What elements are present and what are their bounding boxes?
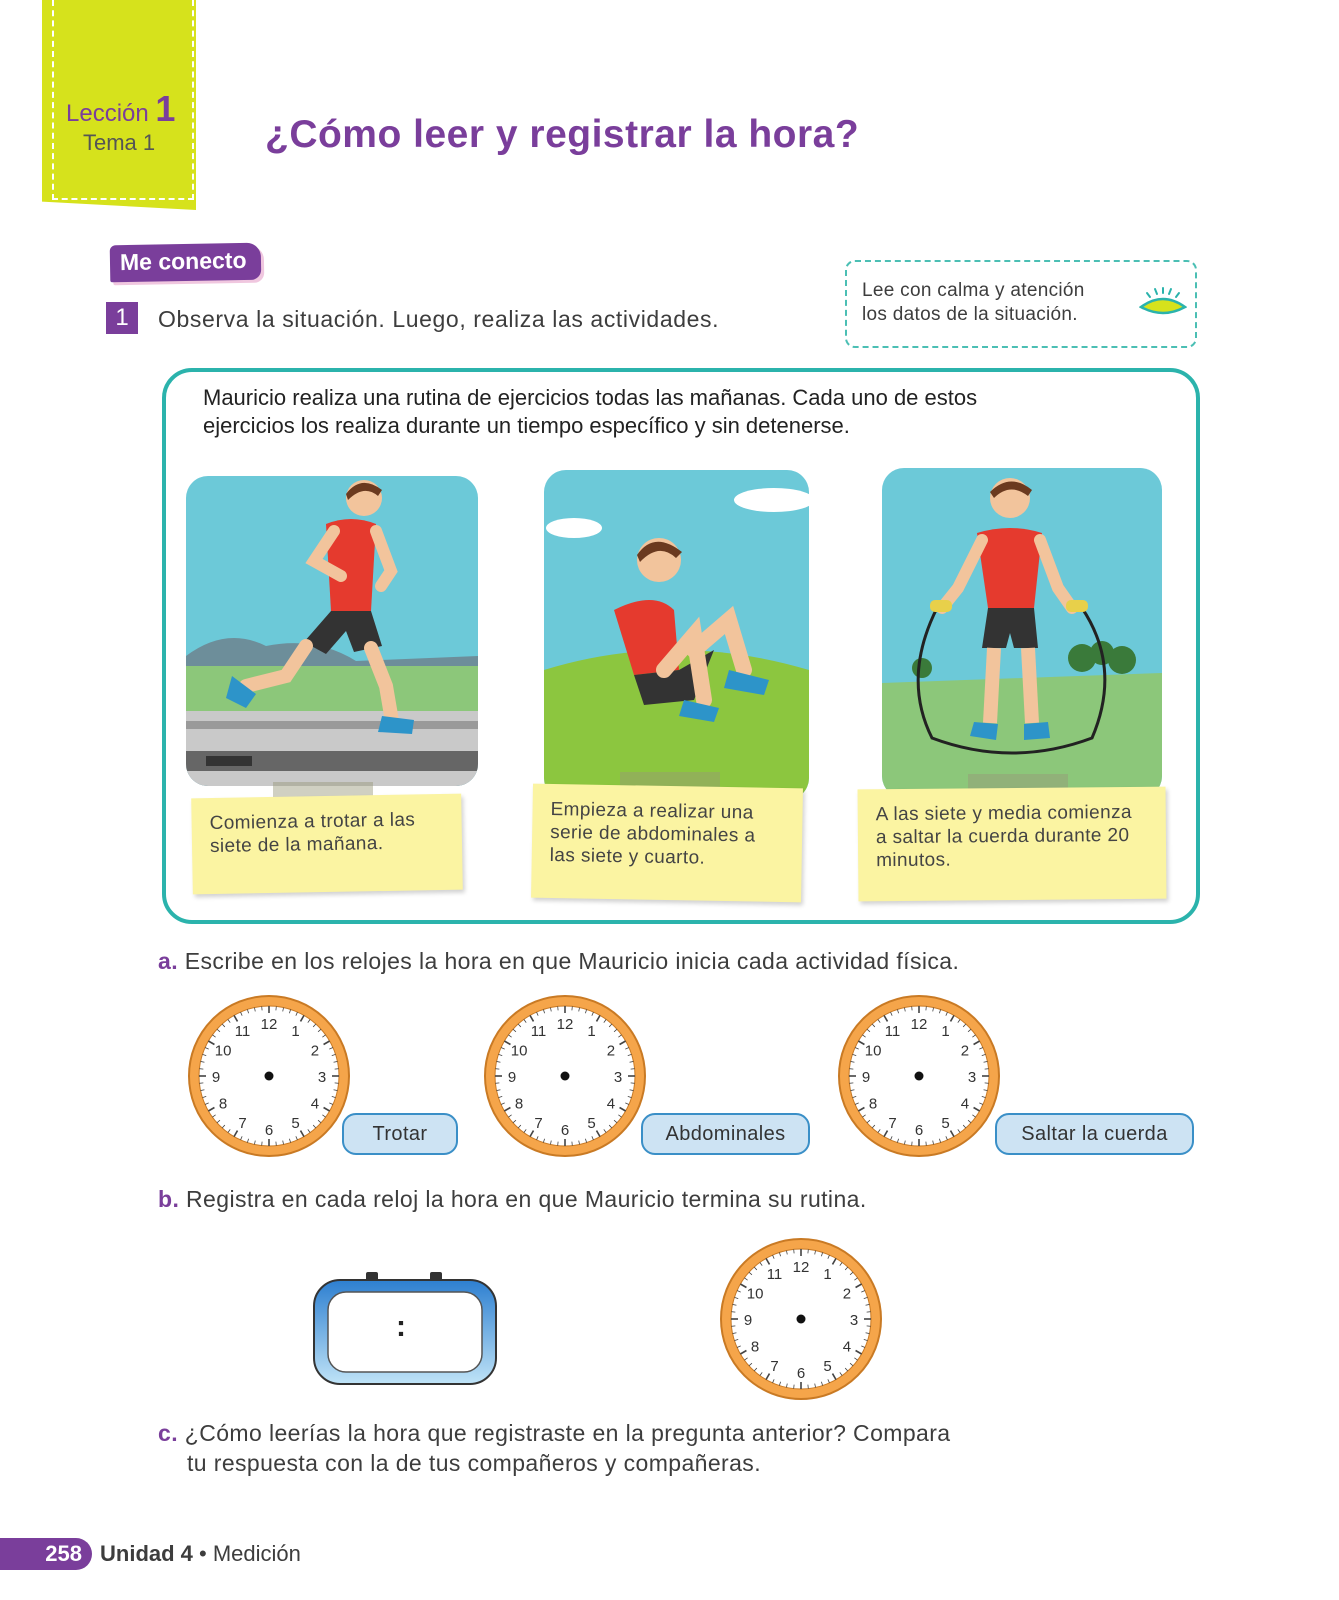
clock-numeral: 3 [967,1069,977,1086]
clock-numeral: 1 [823,1266,832,1284]
clock-numeral: 6 [914,1122,924,1139]
clock-numeral: 5 [291,1114,300,1132]
analog-clock-fin[interactable] [719,1237,883,1406]
question-c-line2: tu respuesta con la de tus compañeros y compañeras. [187,1450,761,1476]
clock-numeral: 11 [766,1266,783,1284]
section-badge: Me conecto [110,243,261,283]
lesson-label: Lección 1 [66,88,176,129]
clock-numeral: 4 [606,1095,616,1113]
question-a-text: Escribe en los relojes la hora en que Mauricio inicia cada actividad física. [184,948,960,974]
situps-illustration [544,470,809,800]
clock-numeral: 4 [960,1095,970,1113]
jumprope-illustration [882,468,1162,798]
clock-face [483,994,647,1158]
clock-numeral: 1 [291,1023,300,1041]
digital-clock[interactable] [312,1270,498,1386]
clock-numeral: 7 [238,1114,247,1132]
question-letter: a. [158,948,178,974]
clock-numeral: 5 [941,1114,950,1132]
clock-numeral: 6 [264,1122,274,1139]
analog-clock-trotar[interactable] [187,994,351,1163]
clock-numeral: 12 [556,1016,574,1033]
clock-numeral: 12 [910,1016,928,1033]
clock-numeral: 9 [507,1069,517,1086]
clock-numeral: 3 [317,1069,327,1086]
footer-unit [100,1541,301,1567]
situation-text-1: Mauricio realiza una rutina de ejercicios todas las mañanas. Cada uno de estos [203,385,978,410]
page-title: ¿Cómo leer y registrar la hora? [265,113,860,156]
clock-face [719,1237,883,1401]
situation-text-2: ejercicios los realiza durante un tiempo específico y sin detenerse. [203,413,850,438]
clock-center-dot [561,1072,570,1081]
analog-clock-saltar[interactable] [837,994,1001,1163]
clock-face [837,994,1001,1158]
clock-numeral: 10 [510,1042,528,1060]
clock-numeral: 5 [587,1114,596,1132]
unit-name: Unidad 4 [100,1541,193,1566]
clock-label-abdominales: Abdominales [641,1113,810,1155]
question-c [158,1420,950,1447]
clock-center-dot [797,1315,806,1324]
clock-numeral: 6 [560,1122,570,1139]
sticky-note-2: Empieza a realizar una serie de abdominales a las siete y cuarto. [531,784,803,903]
clock-numeral: 12 [260,1016,278,1033]
clock-numeral: 3 [849,1312,859,1329]
clock-numeral: 5 [823,1357,832,1375]
clock-numeral: 10 [864,1042,882,1060]
clock-numeral: 7 [770,1357,779,1375]
clock-label-saltar: Saltar la cuerda [995,1113,1194,1155]
tip-line-2: los datos de la situación. [862,304,1078,325]
digital-clock-separator: : [396,1310,406,1343]
question-b-text: Registra en cada reloj la hora en que Mauricio termina su rutina. [186,1186,867,1212]
question-b [158,1186,867,1213]
tip-line-1: Lee con calma y atención [862,280,1085,301]
clock-numeral: 8 [514,1095,524,1113]
clock-numeral: 9 [211,1069,221,1086]
clock-numeral: 10 [746,1285,764,1303]
clock-numeral: 2 [842,1285,852,1303]
clock-numeral: 4 [842,1338,852,1356]
clock-center-dot [915,1072,924,1081]
clock-numeral: 2 [960,1042,970,1060]
topic-name: Medición [212,1541,301,1566]
analog-clock-abdominales[interactable] [483,994,647,1163]
clock-numeral: 6 [796,1365,806,1382]
question-c-line1: ¿Cómo leerías la hora que registraste en la pregunta anterior? Compara [184,1420,951,1446]
topic-label: Tema 1 [83,130,156,155]
running-illustration [186,476,478,786]
clock-face [187,994,351,1158]
footer-separator: • [199,1541,207,1566]
clock-numeral: 10 [214,1042,232,1060]
question-a [158,948,959,975]
clock-numeral: 11 [530,1023,547,1041]
clock-numeral: 1 [587,1023,596,1041]
clock-numeral: 1 [941,1023,950,1041]
clock-numeral: 3 [613,1069,623,1086]
clock-numeral: 11 [234,1023,251,1041]
clock-numeral: 8 [750,1338,760,1356]
clock-label-trotar: Trotar [342,1113,458,1155]
clock-numeral: 8 [868,1095,878,1113]
clock-numeral: 9 [743,1312,753,1329]
clock-numeral: 4 [310,1095,320,1113]
clock-numeral: 2 [606,1042,616,1060]
page-number: 258 [0,1538,92,1570]
activity-number: 1 [106,302,138,334]
clock-center-dot [265,1072,274,1081]
clock-numeral: 11 [884,1023,901,1041]
clock-numeral: 7 [534,1114,543,1132]
question-letter: b. [158,1186,180,1212]
clock-numeral: 2 [310,1042,320,1060]
clock-numeral: 12 [792,1259,810,1276]
sticky-note-3: A las siete y media comienza a saltar la cuerda durante 20 minutos. [858,787,1167,902]
clock-numeral: 7 [888,1114,897,1132]
activity-instruction: Observa la situación. Luego, realiza las actividades. [158,306,720,332]
lesson-number: 1 [155,88,176,129]
clock-numeral: 8 [218,1095,228,1113]
sticky-note-1: Comienza a trotar a las siete de la mañana. [191,794,463,895]
eye-icon [1139,287,1187,319]
question-letter: c. [158,1420,178,1446]
clock-numeral: 9 [861,1069,871,1086]
